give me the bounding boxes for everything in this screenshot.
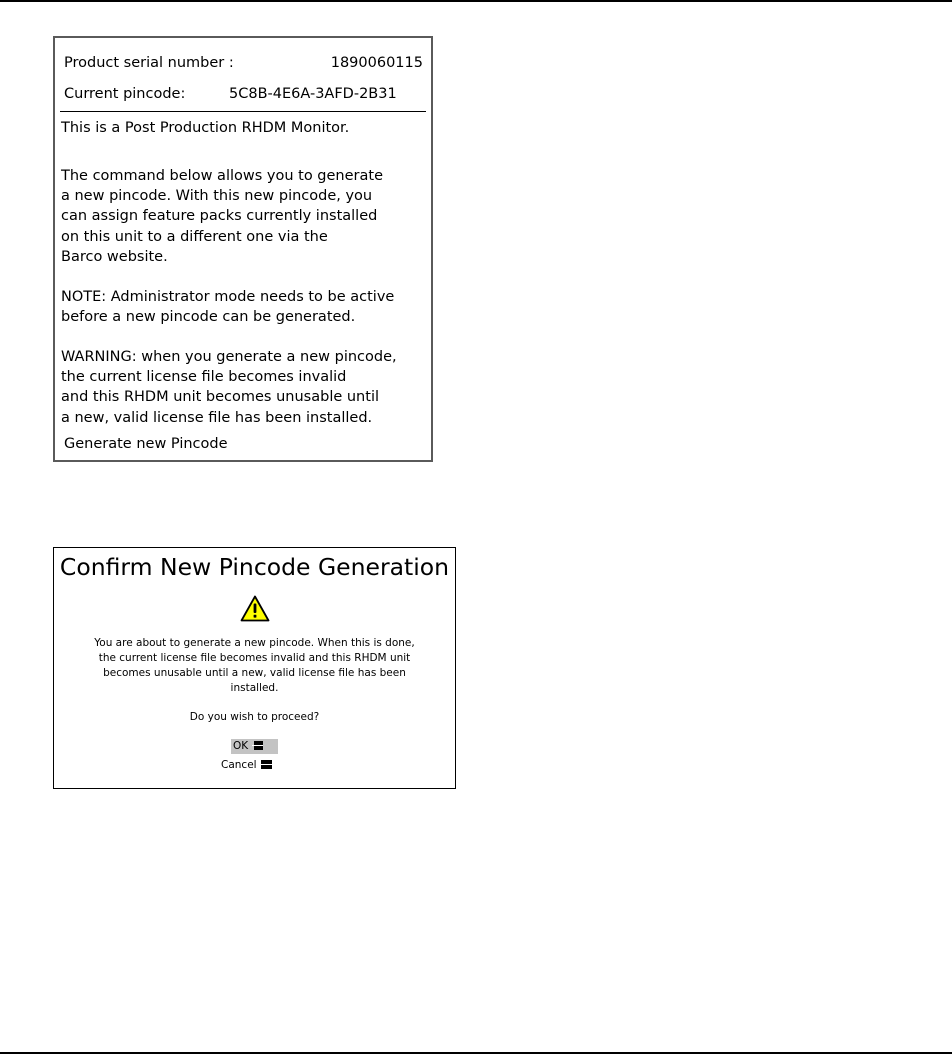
warning-text: [61, 347, 427, 428]
cancel-button[interactable]: [221, 758, 281, 773]
current-pincode-row: [64, 84, 423, 104]
warning-icon: [240, 595, 270, 622]
ok-label: OK: [233, 740, 249, 752]
warning-line: WARNING: when you generate a new pincode,: [61, 349, 397, 365]
dialog-title: Confirm New Pincode Generation: [59, 553, 450, 581]
current-pincode-label: Current pincode:: [64, 86, 186, 102]
message-line: You are about to generate a new pincode. When this is done,: [94, 637, 415, 649]
serial-number-label: Product serial number :: [64, 55, 234, 71]
message-line: the current license file becomes invalid and this RHDM unit: [98, 652, 411, 664]
note-line: before a new pincode can be generated.: [61, 309, 356, 326]
page-top-rule: [0, 0, 952, 2]
note-line: NOTE: Administrator mode needs to be active: [61, 289, 395, 305]
intro-text: [61, 118, 427, 138]
key-hint-icon: [252, 741, 263, 750]
proceed-question: Do you wish to proceed?: [189, 711, 320, 723]
dialog-message: [54, 636, 455, 696]
confirm-pincode-dialog: [53, 547, 456, 789]
ok-button[interactable]: [231, 739, 278, 754]
command-line: can assign feature packs currently installed: [61, 208, 378, 225]
command-line: on this unit to a different one via the: [61, 228, 328, 245]
message-line: installed.: [230, 682, 279, 694]
command-line: Barco website.: [61, 248, 168, 265]
key-hint-icon: [261, 760, 272, 769]
message-line: becomes unusable until a new, valid license file has been: [103, 667, 406, 679]
serial-number-value: 1890060115: [330, 55, 423, 71]
warning-line: and this RHDM unit becomes unusable until: [61, 389, 379, 406]
command-description: [61, 166, 427, 267]
command-line: The command below allows you to generate: [61, 168, 383, 184]
command-line: a new pincode. With this new pincode, you: [61, 188, 373, 205]
warning-line: the current license file becomes invalid: [61, 369, 347, 386]
generate-new-pincode-button[interactable]: Generate new Pincode: [64, 436, 228, 452]
pincode-info-panel: [53, 36, 433, 462]
separator-line: [60, 111, 426, 112]
cancel-label: Cancel: [221, 759, 257, 771]
current-pincode-value: 5C8B-4E6A-3AFD-2B31: [229, 86, 397, 102]
note-text: [61, 287, 427, 327]
intro-line: This is a Post Production RHDM Monitor.: [61, 120, 350, 136]
serial-number-row: [64, 53, 423, 73]
page-bottom-rule: [0, 1052, 952, 1054]
warning-line: a new, valid license file has been installed.: [61, 409, 373, 426]
